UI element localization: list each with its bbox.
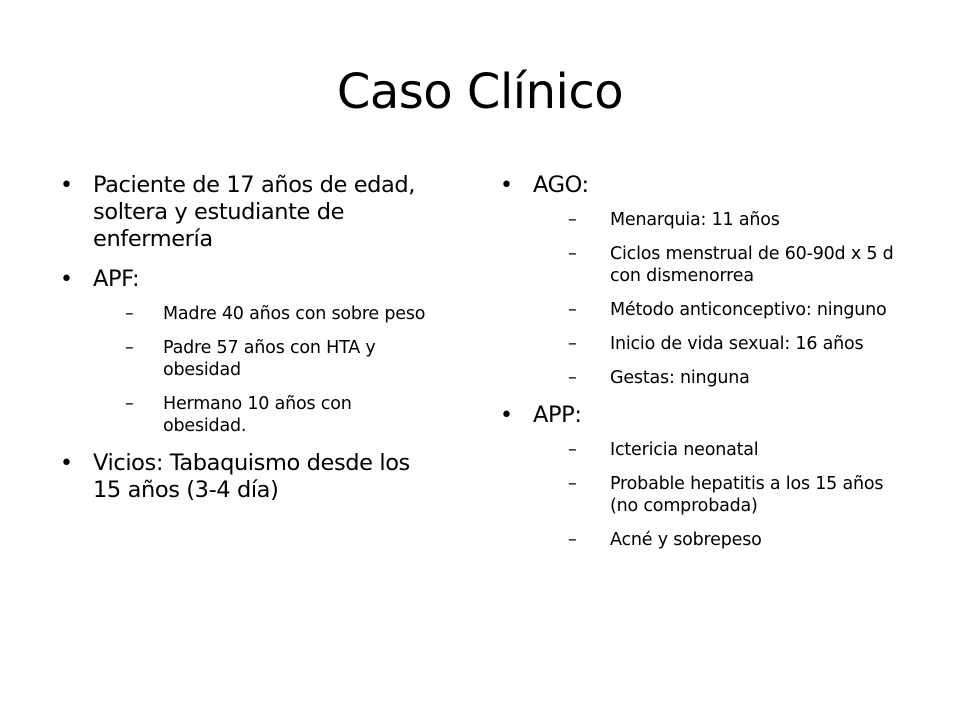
- bullet-icon: •: [500, 173, 513, 198]
- sub-item-text: Probable hepatitis a los 15 años (no comprobada): [610, 474, 884, 516]
- bullet-item-patient: [60, 172, 440, 253]
- dash-icon: –: [568, 440, 577, 460]
- bullet-icon: •: [500, 403, 513, 428]
- bullet-icon: •: [60, 267, 73, 292]
- sub-item-text: Madre 40 años con sobre peso: [163, 304, 426, 324]
- bullet-text: APF:: [93, 266, 140, 292]
- bullet-icon: •: [60, 451, 73, 476]
- sub-item: [125, 337, 440, 381]
- sub-list-app: [533, 439, 900, 551]
- sub-item: [125, 393, 440, 437]
- slide-title: Caso Clínico: [336, 64, 624, 120]
- dash-icon: –: [125, 304, 134, 324]
- dash-icon: –: [568, 530, 577, 550]
- bullet-icon: •: [60, 173, 73, 198]
- sub-item-text: Método anticonceptivo: ninguno: [610, 300, 887, 320]
- sub-item: [568, 367, 900, 389]
- dash-icon: –: [125, 338, 134, 358]
- bullet-item-vicios: [60, 450, 440, 504]
- sub-item-text: Ictericia neonatal: [610, 440, 759, 460]
- dash-icon: –: [568, 368, 577, 388]
- sub-item: [568, 333, 900, 355]
- sub-item: [568, 529, 900, 551]
- bullet-text: APP:: [533, 402, 582, 428]
- sub-list-apf: [93, 303, 440, 437]
- sub-item: [568, 439, 900, 461]
- bullet-item-apf: [60, 266, 440, 437]
- sub-item-text: Gestas: ninguna: [610, 368, 750, 388]
- sub-item: [125, 303, 440, 325]
- bullet-item-app: [500, 402, 900, 551]
- dash-icon: –: [568, 300, 577, 320]
- sub-item-text: Ciclos menstrual de 60-90d x 5 d con dismenorrea: [610, 244, 894, 286]
- bullet-text: AGO:: [533, 172, 589, 198]
- sub-item: [568, 209, 900, 231]
- bullet-item-ago: [500, 172, 900, 389]
- sub-item-text: Inicio de vida sexual: 16 años: [610, 334, 864, 354]
- sub-item: [568, 299, 900, 321]
- left-column: [60, 172, 440, 517]
- sub-item-text: Padre 57 años con HTA y obesidad: [163, 338, 376, 380]
- dash-icon: –: [568, 210, 577, 230]
- dash-icon: –: [568, 244, 577, 264]
- sub-item-text: Acné y sobrepeso: [610, 530, 762, 550]
- right-column: [500, 172, 900, 564]
- bullet-text: Paciente de 17 años de edad, soltera y estudiante de enfermería: [93, 172, 416, 252]
- sub-list-ago: [533, 209, 900, 389]
- bullet-text: Vicios: Tabaquismo desde los 15 años (3-4 día): [93, 450, 410, 503]
- dash-icon: –: [568, 474, 577, 494]
- dash-icon: –: [568, 334, 577, 354]
- sub-item-text: Hermano 10 años con obesidad.: [163, 394, 352, 436]
- sub-item-text: Menarquia: 11 años: [610, 210, 780, 230]
- sub-item: [568, 473, 900, 517]
- sub-item: [568, 243, 900, 287]
- dash-icon: –: [125, 394, 134, 414]
